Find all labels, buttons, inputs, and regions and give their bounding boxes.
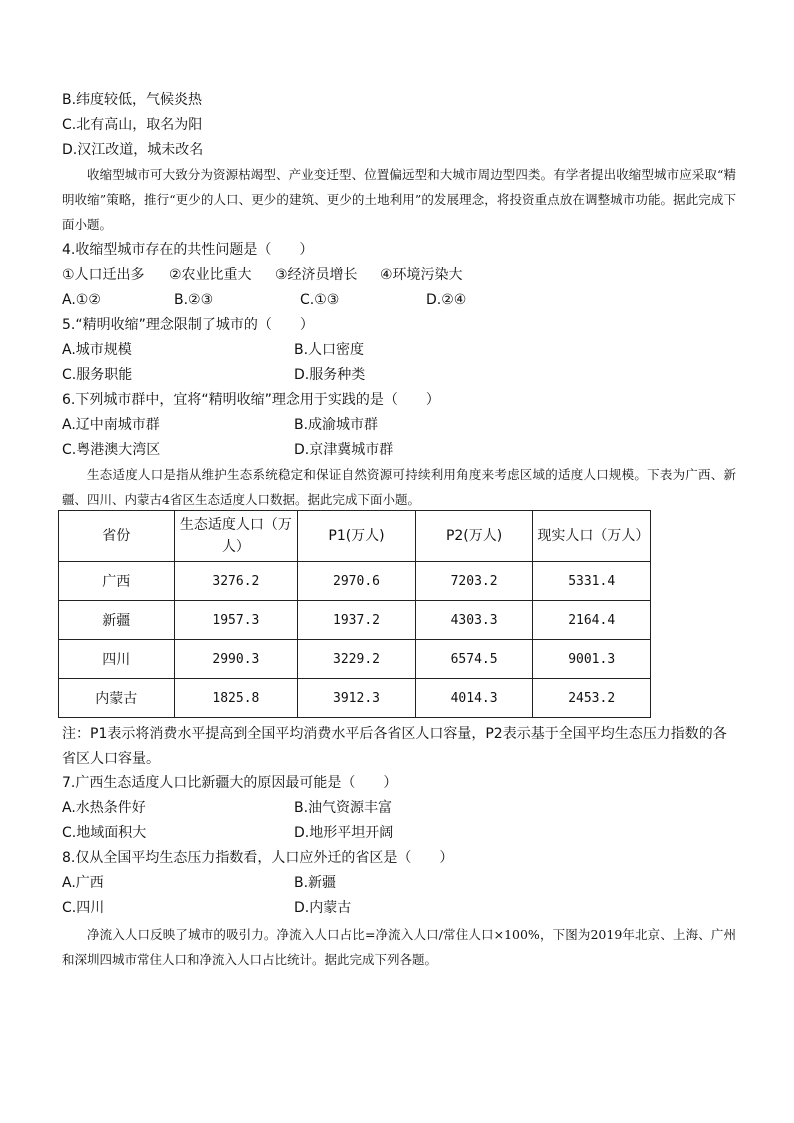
header-province: 省份	[59, 511, 175, 562]
cell-p1: 2970.6	[298, 562, 416, 601]
cell-province: 新疆	[59, 601, 175, 640]
question-8-stem: 8.仅从全国平均生态压力指数看，人口应外迁的省区是（ ）	[62, 850, 454, 866]
question-7-options-row2	[62, 823, 742, 843]
option-b[interactable]: B.成渝城市群	[294, 417, 379, 433]
passage-shrinking-cities: 收缩型城市可大致分为资源枯竭型、产业变迁型、位置偏远型和大城市周边型四类。有学者提出收缩型城市应采取“精明收缩”策略，推行“更少的人口、更少的建筑、更少的土地利用”的发展理念，将投资重点放在调整城市功能。据此完成下面小题。	[62, 167, 736, 232]
question-8-options-row1	[62, 873, 742, 893]
cell-p2: 4303.3	[415, 601, 533, 640]
cell-p1: 1937.2	[298, 601, 416, 640]
table-row	[59, 640, 651, 679]
option-b[interactable]: B.新疆	[294, 875, 337, 891]
option-a[interactable]: A.水热条件好	[62, 800, 146, 816]
cell-province: 四川	[59, 640, 175, 679]
option-c[interactable]: C.粤港澳大湾区	[62, 442, 161, 458]
table-row	[59, 601, 651, 640]
cell-province: 内蒙古	[59, 679, 175, 718]
cell-p2: 4014.3	[415, 679, 533, 718]
option-d[interactable]: D.服务种类	[294, 367, 366, 383]
option-c[interactable]: C.服务职能	[62, 367, 133, 383]
option-c[interactable]: C.①③	[300, 292, 340, 308]
option-d[interactable]: D.地形平坦开阔	[294, 825, 394, 841]
table-header-row	[59, 511, 651, 562]
table-row	[59, 562, 651, 601]
question-6-options-row1	[62, 415, 742, 435]
prev-option-c: C.北有高山，取名为阳	[62, 117, 203, 133]
option-b[interactable]: B.油气资源丰富	[294, 800, 393, 816]
question-6-stem: 6.下列城市群中，宜将“精明收缩”理念用于实践的是（ ）	[62, 392, 440, 408]
table-row	[59, 679, 651, 718]
statement-3: ③经济员增长	[275, 267, 358, 283]
prev-option-d: D.汉江改道，城未改名	[62, 142, 204, 158]
option-d[interactable]: D.内蒙古	[294, 900, 352, 916]
option-a[interactable]: A.城市规模	[62, 342, 132, 358]
question-5-options-row2	[62, 365, 742, 385]
option-c[interactable]: C.四川	[62, 900, 105, 916]
header-actual-population: 现实人口（万人）	[533, 511, 651, 562]
question-4-stem: 4.收缩型城市存在的共性问题是（ ）	[62, 242, 314, 258]
cell-actual-population: 9001.3	[533, 640, 651, 679]
passage-ecological-population: 生态适度人口是指从维护生态系统稳定和保证自然资源可持续利用角度来考虑区域的适度人口规模。下表为广西、新疆、四川、内蒙古4省区生态适度人口数据。据此完成下面小题。	[62, 467, 736, 507]
population-data-table	[58, 510, 651, 718]
option-b[interactable]: B.人口密度	[294, 342, 365, 358]
passage-net-inflow: 净流入人口反映了城市的吸引力。净流入人口占比=净流入人口/常住人口×100%，下图为2019年北京、上海、广州和深圳四城市常住人口和净流入人口占比统计。据此完成下列各题。	[62, 927, 736, 967]
option-d[interactable]: D.京津冀城市群	[294, 442, 394, 458]
cell-eco-population: 1825.8	[174, 679, 298, 718]
cell-eco-population: 3276.2	[174, 562, 298, 601]
statement-1: ①人口迁出多	[62, 267, 145, 283]
cell-p2: 7203.2	[415, 562, 533, 601]
header-eco-population: 生态适度人口（万人）	[174, 511, 298, 562]
header-p2: P2(万人)	[415, 511, 533, 562]
question-5-stem: 5.“精明收缩”理念限制了城市的（ ）	[62, 317, 314, 333]
cell-actual-population: 2164.4	[533, 601, 651, 640]
header-p1: P1(万人)	[298, 511, 416, 562]
option-d[interactable]: D.②④	[426, 292, 467, 308]
cell-p1: 3912.3	[298, 679, 416, 718]
option-b[interactable]: B.②③	[174, 292, 214, 308]
cell-p1: 3229.2	[298, 640, 416, 679]
question-5-options-row1	[62, 340, 742, 360]
question-6-options-row2	[62, 440, 742, 460]
option-a[interactable]: A.广西	[62, 875, 104, 891]
statement-2: ②农业比重大	[169, 267, 252, 283]
cell-eco-population: 2990.3	[174, 640, 298, 679]
question-7-options-row1	[62, 798, 742, 818]
option-a[interactable]: A.辽中南城市群	[62, 417, 160, 433]
question-8-options-row2	[62, 898, 742, 918]
option-c[interactable]: C.地域面积大	[62, 825, 147, 841]
question-4-options	[62, 290, 742, 310]
question-7-stem: 7.广西生态适度人口比新疆大的原因最可能是（ ）	[62, 775, 398, 791]
cell-p2: 6574.5	[415, 640, 533, 679]
option-a[interactable]: A.①②	[62, 292, 101, 308]
cell-province: 广西	[59, 562, 175, 601]
cell-actual-population: 2453.2	[533, 679, 651, 718]
table-note: 注：P1表示将消费水平提高到全国平均消费水平后各省区人口容量，P2表示基于全国平均生态压力指数的各省区人口容量。	[62, 726, 727, 767]
statement-4: ④环境污染大	[380, 267, 463, 283]
prev-option-b: B.纬度较低，气候炎热	[62, 92, 203, 108]
question-4-statements	[62, 265, 742, 285]
cell-actual-population: 5331.4	[533, 562, 651, 601]
cell-eco-population: 1957.3	[174, 601, 298, 640]
